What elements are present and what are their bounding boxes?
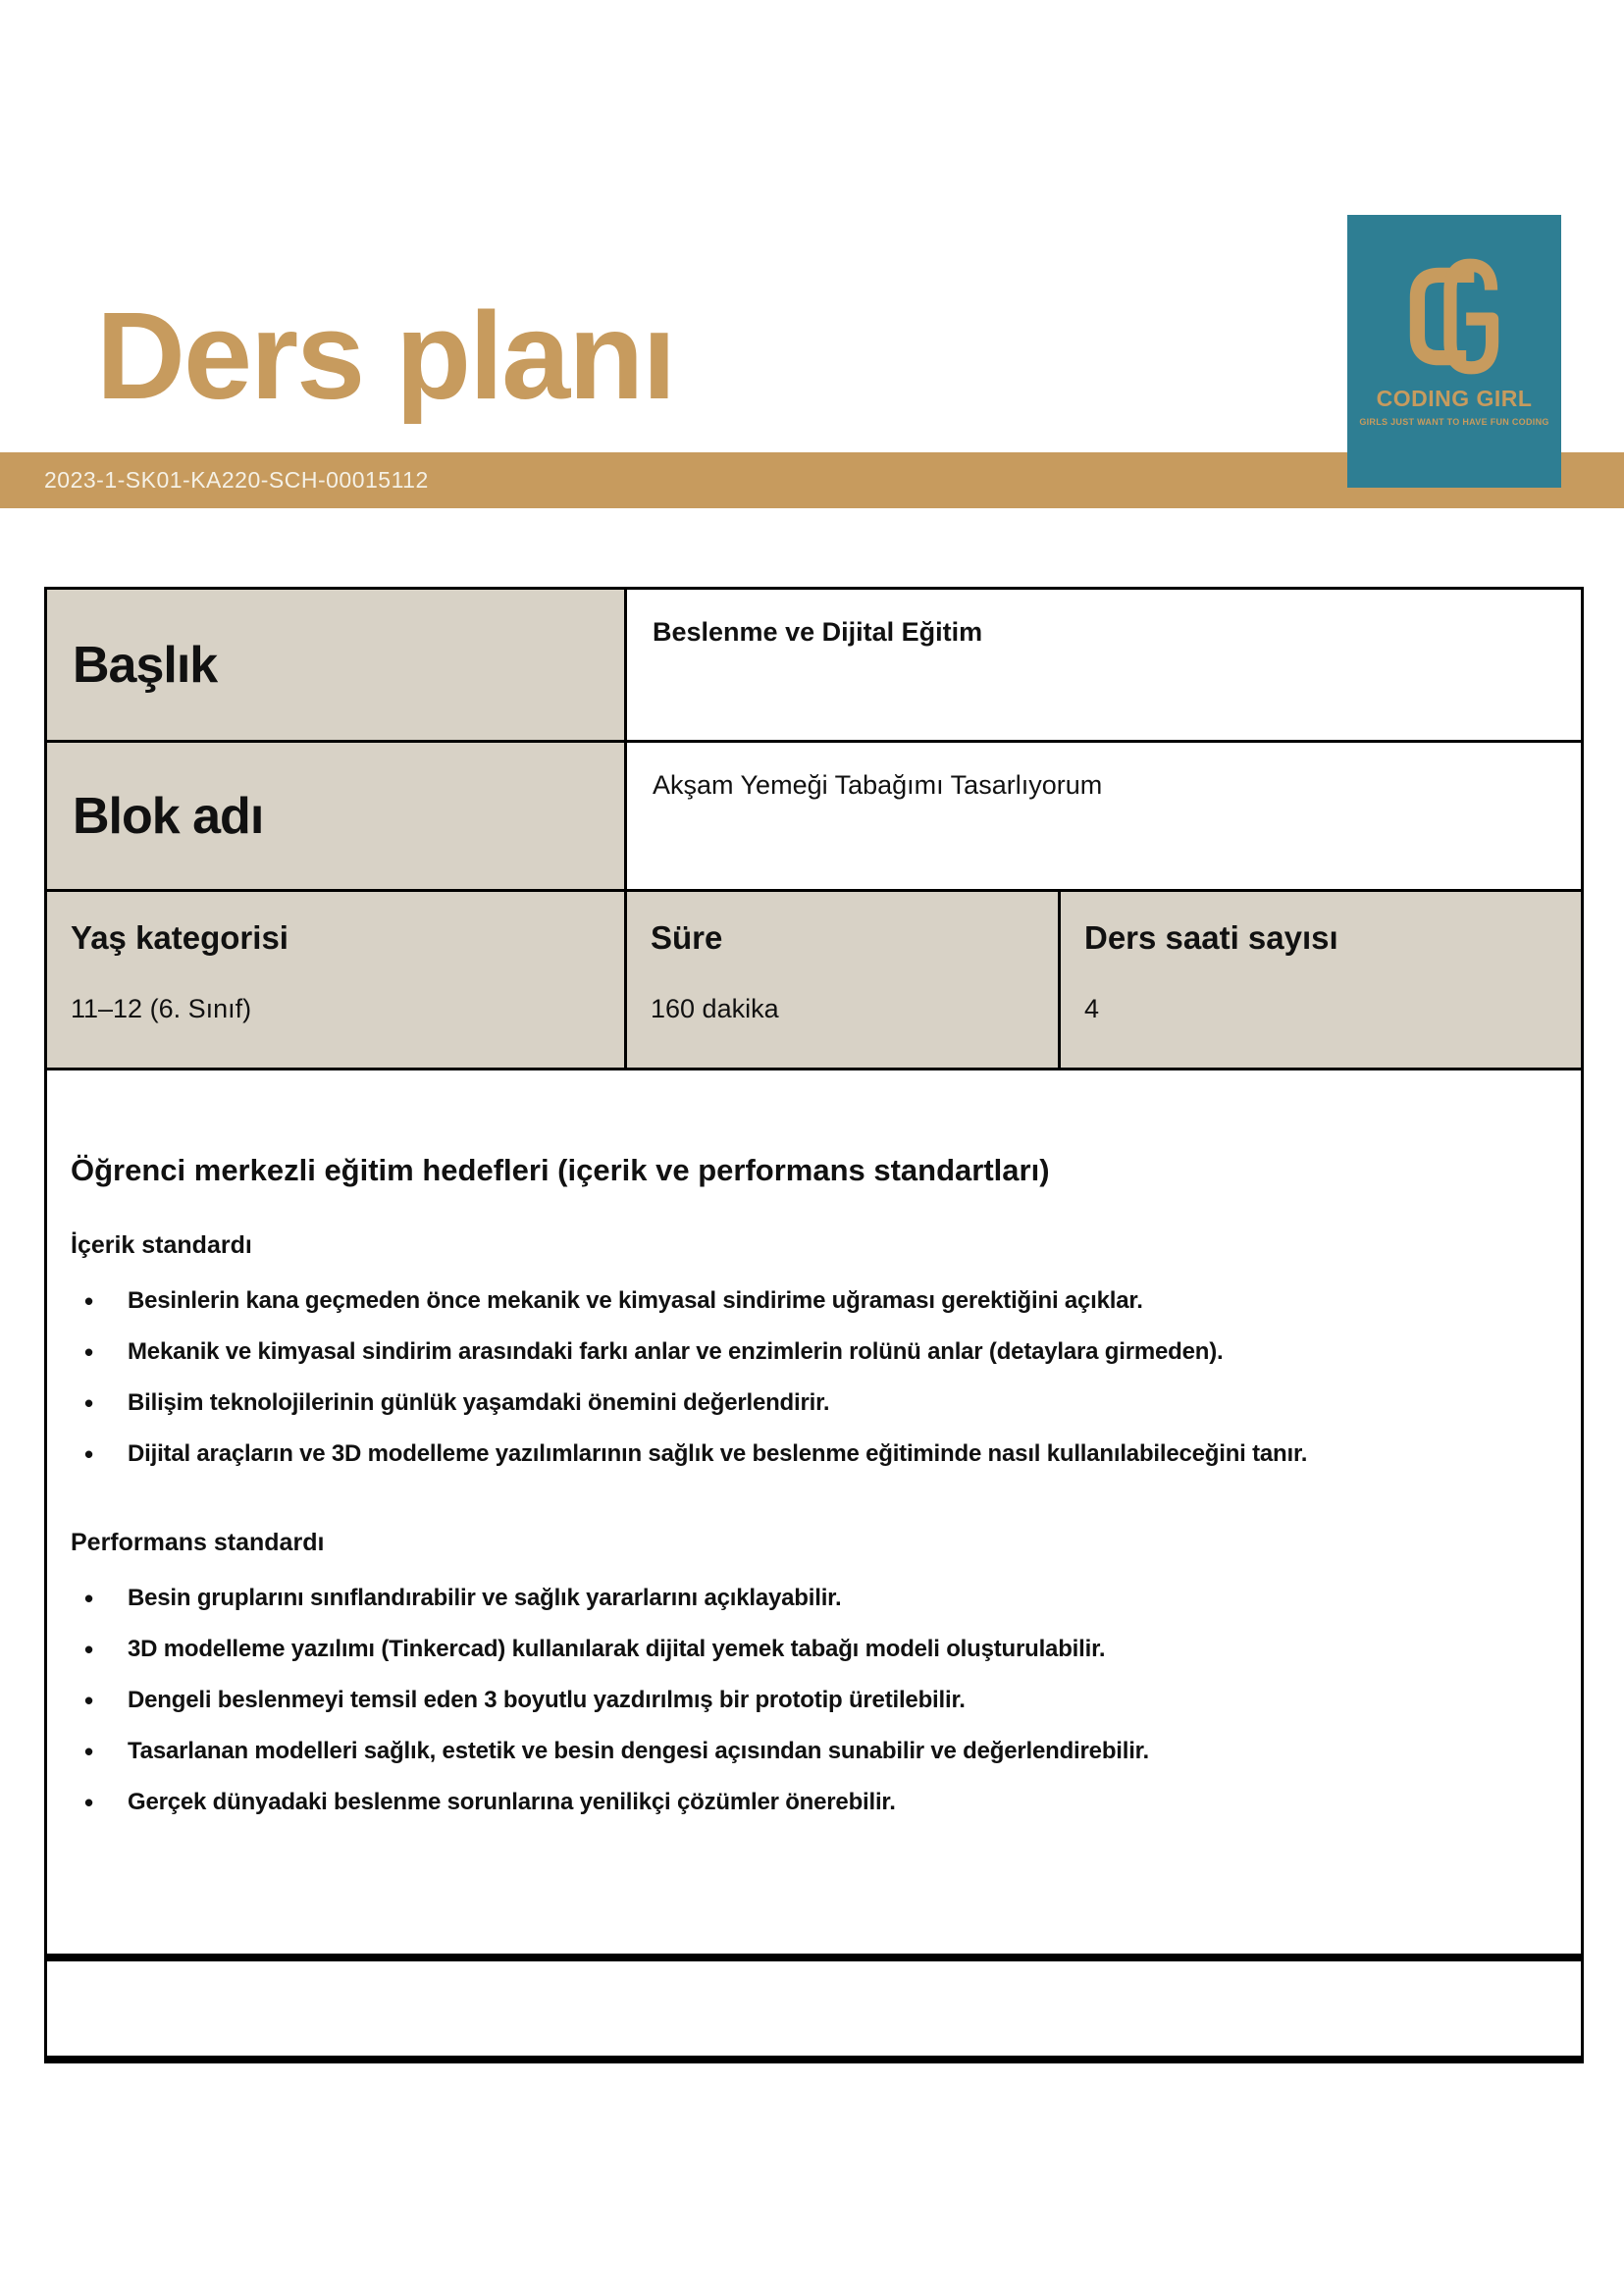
performance-standard-heading: Performans standardı	[71, 1529, 325, 1556]
lesson-hours-label: Ders saati sayısı	[1084, 919, 1338, 956]
age-category-value: 11–12 (6. Sınıf)	[71, 994, 252, 1023]
objectives-section	[47, 1070, 1581, 1961]
empty-row	[47, 1961, 1581, 2056]
title-value-cell	[627, 590, 1581, 743]
lesson-hours-value: 4	[1084, 994, 1100, 1023]
list-item: • Bilişim teknolojilerinin günlük yaşamdaki önemini değerlendirir.	[71, 1378, 1403, 1429]
duration-label: Süre	[651, 919, 723, 956]
block-name-value: Akşam Yemeği Tabağımı Tasarlıyorum	[653, 770, 1103, 800]
duration-value: 160 dakika	[651, 994, 779, 1023]
list-item: • Besinlerin kana geçmeden önce mekanik ve kimyasal sindirime uğraması gerektiğini açıklar.	[71, 1276, 1403, 1327]
title-label-cell	[47, 590, 627, 743]
logo-tagline: GIRLS JUST WANT TO HAVE FUN CODING	[1359, 417, 1549, 427]
list-item: • Besin gruplarını sınıflandırabilir ve sağlık yararlarını açıklayabilir.	[71, 1573, 1403, 1624]
title-value: Beslenme ve Dijital Eğitim	[653, 617, 983, 647]
list-item: • Dengeli beslenmeyi temsil eden 3 boyutlu yazdırılmış bir prototip üretilebilir.	[71, 1675, 1403, 1726]
project-code: 2023-1-SK01-KA220-SCH-00015112	[44, 467, 429, 493]
list-item: • Gerçek dünyadaki beslenme sorunlarına yenilikçi çözümler önerebilir.	[71, 1777, 1403, 1828]
page-title: Ders planı	[96, 287, 675, 425]
list-item: • Tasarlanan modelleri sağlık, estetik ve besin dengesi açısından sunabilir ve değerlendirebilir.	[71, 1726, 1403, 1777]
age-category-cell	[47, 892, 627, 1070]
block-name-label-cell	[47, 743, 627, 892]
cg-monogram-icon	[1393, 250, 1515, 380]
title-label: Başlık	[73, 636, 218, 694]
age-category-label: Yaş kategorisi	[71, 919, 288, 956]
block-name-label: Blok adı	[73, 787, 264, 845]
logo-name: CODING GIRL	[1376, 386, 1533, 411]
list-item: • Dijital araçların ve 3D modelleme yazılımlarının sağlık ve beslenme eğitiminde nasıl kullanılabileceğini tanır.	[71, 1429, 1403, 1480]
objectives-heading: Öğrenci merkezli eğitim hedefleri (içerik ve performans standartları)	[71, 1153, 1050, 1187]
coding-girl-logo	[1347, 215, 1561, 488]
lesson-plan-table	[44, 587, 1584, 2063]
list-item: • 3D modelleme yazılımı (Tinkercad) kullanılarak dijital yemek tabağı modeli oluşturulabilir.	[71, 1624, 1403, 1675]
content-standard-list	[71, 1276, 1551, 1480]
block-name-value-cell	[627, 743, 1581, 892]
performance-standard-list	[71, 1573, 1551, 1828]
duration-cell	[627, 892, 1061, 1070]
list-item: • Mekanik ve kimyasal sindirim arasındaki farkı anlar ve enzimlerin rolünü anlar (detaylara girmeden).	[71, 1327, 1403, 1378]
lesson-hours-cell	[1061, 892, 1581, 1070]
content-standard-heading: İçerik standardı	[71, 1231, 252, 1259]
